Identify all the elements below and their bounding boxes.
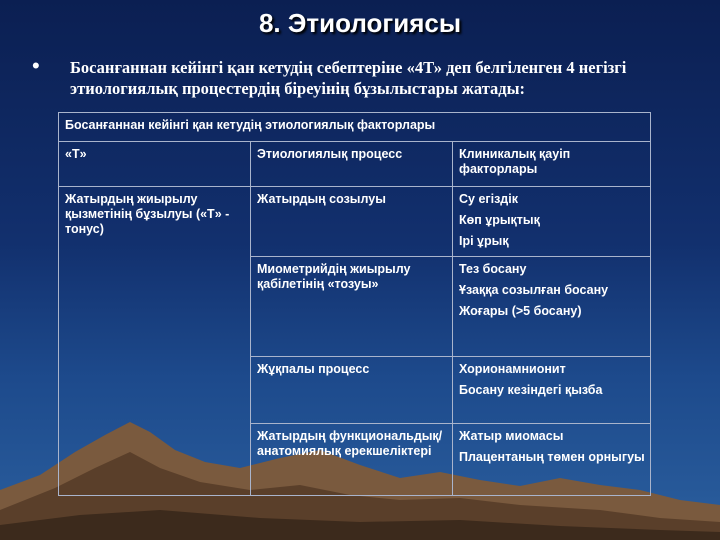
risk-item: Босану кезіндегі қызба (459, 383, 603, 397)
group-label-cell: Жатырдың жиырылу қызметінің бұзылуы («Т» - тонус) (59, 187, 251, 496)
risk-item: Жатыр миомасы (459, 429, 564, 443)
table-header-row (59, 113, 651, 142)
risk-item: Тез босану (459, 262, 527, 276)
slide-title: 8. Этиологиясы (258, 8, 462, 38)
column-header-process: Этиологиялық процесс (251, 142, 453, 187)
process-cell: Миометрийдің жиырылу қабілетінің «тозуы» (251, 257, 453, 357)
risk-item: Ірі ұрық (459, 234, 509, 248)
risk-item: Жоғары (>5 босану) (459, 304, 582, 318)
table-header: Босанғаннан кейінгі қан кетудің этиологиялық факторлары (59, 113, 651, 142)
risk-cell (453, 424, 651, 496)
process-cell: Жатырдың созылуы (251, 187, 453, 257)
risk-item: Ұзаққа созылған босану (459, 283, 609, 297)
process-cell: Жатырдың функциональдық/анатомиялық ерекшеліктері (251, 424, 453, 496)
process-cell: Жұқпалы процесс (251, 357, 453, 424)
etiology-table (58, 112, 651, 496)
bullet-item (32, 53, 692, 99)
bullet-marker: • (32, 53, 40, 78)
risk-item: Көп ұрықтық (459, 213, 540, 227)
risk-item: Хорионамнионит (459, 362, 566, 376)
risk-item: Су егіздік (459, 192, 518, 206)
column-header-t: «Т» (59, 142, 251, 187)
column-header-risks: Клиникалық қауіп факторлары (453, 142, 651, 187)
risk-item: Плацентаның төмен орныгуы (459, 450, 645, 464)
risk-cell (453, 187, 651, 257)
table-row (59, 187, 651, 257)
table-column-row (59, 142, 651, 187)
risk-cell (453, 257, 651, 357)
bullet-text: Босанғаннан кейінгі қан кетудің себептеріне «4Т» деп белгіленген 4 негізгі этиологиялық процестердің біреуінің бұзылыстары жатады: (70, 58, 627, 98)
risk-cell (453, 357, 651, 424)
